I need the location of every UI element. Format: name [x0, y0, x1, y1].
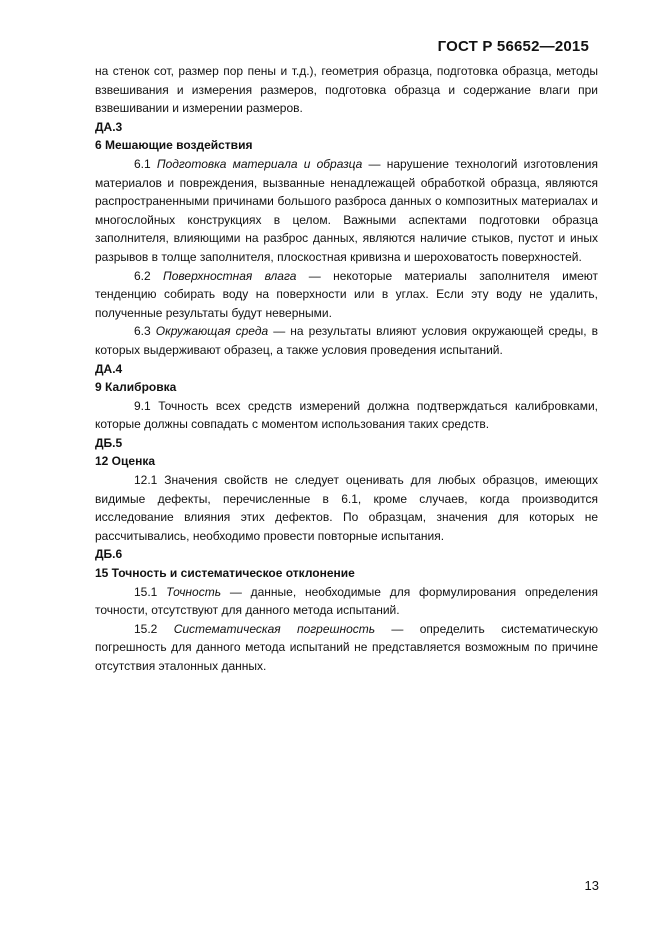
section-title: 15 Точность и систематическое отклонение	[95, 566, 355, 581]
clause-text: — определить систематическую погрешность для данного метода испытаний не представляется возможным по причине отсутствия эталонных данных.	[95, 621, 598, 673]
standard-header: ГОСТ Р 56652—2015	[437, 38, 589, 55]
clause-number: 9.1	[134, 398, 151, 413]
clause-number: 6.2	[134, 268, 151, 283]
intro-paragraph: на стенок сот, размер пор пены и т.д.), геометрия образца, подготовка образца, методы взвешивания и измерения размеров, подготовка образца и содержание влаги при взвешивании и измерении размеров.	[95, 64, 598, 116]
document-body	[95, 62, 598, 676]
section-code: ДБ.5	[95, 435, 123, 450]
clause-term: Подготовка материала и образца	[156, 156, 363, 171]
clause-number: 15.1	[134, 584, 158, 599]
section-title: 12 Оценка	[95, 454, 155, 469]
clause-paragraph	[95, 155, 598, 267]
section-code: ДБ.6	[95, 547, 123, 562]
page-number: 13	[584, 878, 599, 893]
clause-number: 15.2	[134, 621, 158, 636]
clause-text: — нарушение технологий изготовления материалов и повреждения, вызванные ненадлежащей обработкой образца, являются распространенными причинами большого разброса данных о композитных материалах и многослойных конструкциях в целом. Важными аспектами подготовки образца заполнителя, влияющими на разброс данных, являются наличие стыков, пустот и иных разрывов в толще заполнителя, плоскостная кривизна и шероховатость поверхностей.	[95, 156, 598, 264]
clause-text: — на результаты влияют условия окружающей среды, в которых выдерживают образец, а также условия проведения испытаний.	[95, 324, 598, 357]
clause-paragraph	[95, 583, 598, 620]
clause-term: Поверхностная влага	[163, 268, 297, 283]
clause-term: Точность	[166, 584, 222, 599]
section-title: 6 Мешающие воздействия	[95, 138, 253, 153]
section-code: ДА.4	[95, 361, 123, 376]
sections-container	[95, 118, 598, 676]
clause-text: — данные, необходимые для формулирования определения точности, отсутствуют для данного метода испытаний.	[95, 584, 598, 618]
clause-paragraph	[95, 471, 598, 545]
clause-number: 6.1	[134, 156, 151, 171]
clause-paragraph	[95, 397, 598, 434]
clause-number: 6.3	[134, 324, 151, 339]
clause-text: Значения свойств не следует оценивать для любых образцов, имеющих видимые дефекты, перечисленные в 6.1, кроме случаев, когда производится исследование влияния этих дефектов. По образцам, значения для которых не рассчитывались, необходимо провести повторные испытания.	[95, 473, 598, 543]
clause-paragraph	[95, 267, 598, 323]
clause-paragraph	[95, 322, 598, 359]
section-code: ДА.3	[95, 119, 123, 134]
clause-term: Окружающая среда	[155, 324, 269, 339]
section-title: 9 Калибровка	[95, 380, 177, 395]
clause-paragraph	[95, 620, 598, 676]
clause-text: — некоторые материалы заполнителя имеют тенденцию собирать воду на поверхности или в углах. Если эту воду не удалить, полученные результаты будут неверными.	[95, 268, 598, 320]
clause-number: 12.1	[134, 473, 158, 488]
clause-text: Точность всех средств измерений должна подтверждаться калибровками, которые должны совпадать с моментом использования таких средств.	[95, 398, 598, 432]
clause-term: Систематическая погрешность	[173, 621, 376, 636]
